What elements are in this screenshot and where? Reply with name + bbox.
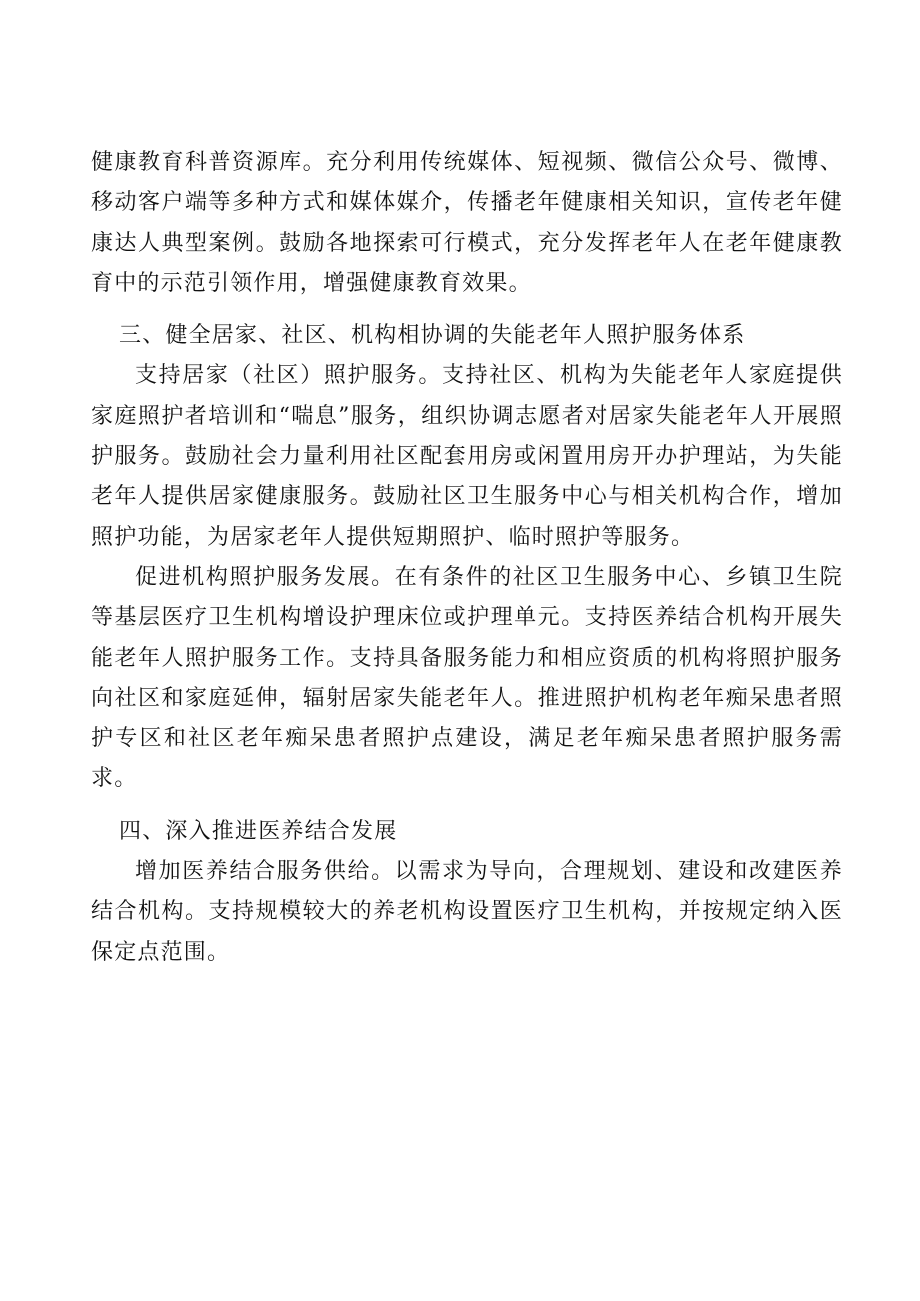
paragraph-home-community-care: 支持居家（社区）照护服务。支持社区、机构为失能老年人家庭提供家庭照护者培训和“喘息”服务，组织协调志愿者对居家失能老年人开展照护服务。鼓励社会力量利用社区配套用房或闲置用房开办护理站，为失能老年人提供居家健康服务。鼓励社区卫生服务中心与相关机构合作，增加照护功能，为居家老年人提供短期照护、临时照护等服务。	[91, 363, 843, 550]
paragraph-gap	[91, 800, 843, 812]
paragraph-health-education-resources: 健康教育科普资源库。充分利用传统媒体、短视频、微信公众号、微博、移动客户端等多种方式和媒体媒介，传播老年健康相关知识，宣传老年健康达人典型案例。鼓励各地探索可行模式，充分发挥老年人在老年健康教育中的示范引领作用，增强健康教育效果。	[91, 150, 843, 296]
paragraph-gap	[91, 304, 843, 316]
paragraph-medical-elderly-care-supply: 增加医养结合服务供给。以需求为导向，合理规划、建设和改建医养结合机构。支持规模较大的养老机构设置医疗卫生机构，并按规定纳入医保定点范围。	[91, 859, 843, 965]
paragraph-institutional-care: 促进机构照护服务发展。在有条件的社区卫生服务中心、乡镇卫生院等基层医疗卫生机构增设护理床位或护理单元。支持医养结合机构开展失能老年人照护服务工作。支持具备服务能力和相应资质的机构将照护服务向社区和家庭延伸，辐射居家失能老年人。推进照护机构老年痴呆患者照护专区和社区老年痴呆患者照护点建设，满足老年痴呆患者照护服务需求。	[91, 564, 843, 792]
section-heading-three: 三、健全居家、社区、机构相协调的失能老年人照护服务体系	[119, 323, 746, 349]
section-heading-four: 四、深入推进医养结合发展	[119, 818, 398, 844]
document-body	[91, 143, 843, 973]
